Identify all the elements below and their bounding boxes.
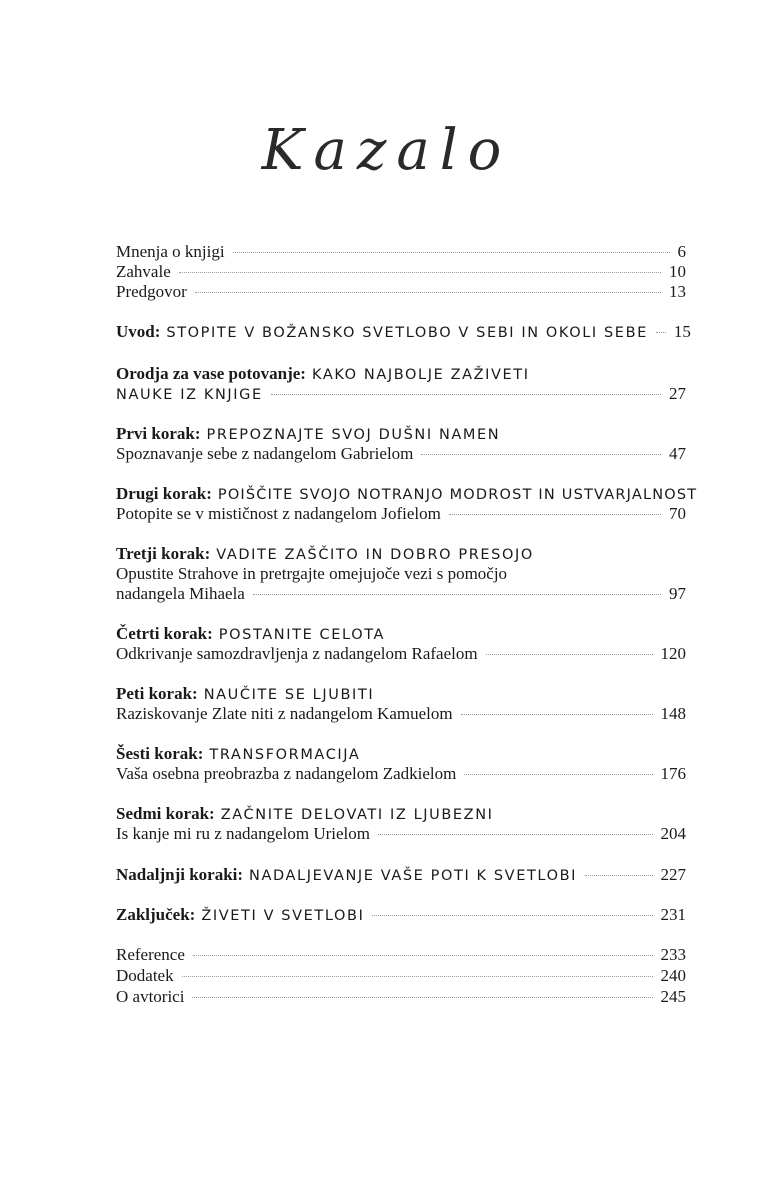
dot-leader bbox=[271, 394, 661, 395]
dot-leader bbox=[585, 875, 652, 876]
entry-title: Predgovor bbox=[116, 282, 187, 301]
entry-subtitle: Vaša osebna preobrazba z nadangelom Zadkielom bbox=[116, 764, 457, 783]
toc-entry-sedmi-sub[interactable] bbox=[116, 824, 686, 844]
toc-entry-nadaljnji[interactable] bbox=[116, 865, 686, 886]
entry-caps-title: VADITE ZAŠČITO IN DOBRO PRESOJO bbox=[216, 547, 534, 563]
toc-entry-dodatek[interactable] bbox=[116, 966, 686, 986]
page-number: 10 bbox=[669, 262, 686, 281]
entry-caps-title: POIŠČITE SVOJO NOTRANJO MODROST IN USTVARJALNOST bbox=[217, 487, 698, 503]
toc-entry-sedmi[interactable] bbox=[116, 804, 686, 825]
toc-entry-tretji-sub-cont[interactable] bbox=[116, 584, 686, 604]
entry-caps-title: STOPITE V BOŽANSKO SVETLOBO V SEBI IN OKOLI SEBE bbox=[166, 325, 648, 341]
toc-entry-uvod[interactable] bbox=[116, 322, 691, 343]
entry-subtitle: Odkrivanje samozdravljenja z nadangelom Rafaelom bbox=[116, 644, 478, 663]
entry-subtitle: Raziskovanje Zlate niti z nadangelom Kamuelom bbox=[116, 704, 453, 723]
entry-title: Reference bbox=[116, 945, 185, 964]
entry-subtitle: Spoznavanje sebe z nadangelom Gabrielom bbox=[116, 444, 414, 463]
entry-title: O avtorici bbox=[116, 987, 185, 1006]
toc-entry-prvi[interactable] bbox=[116, 424, 686, 445]
toc-entry-sesti-sub[interactable] bbox=[116, 764, 686, 784]
entry-subtitle: Potopite se v mističnost z nadangelom Jofielom bbox=[116, 504, 441, 523]
dot-leader bbox=[372, 915, 652, 916]
dot-leader bbox=[378, 834, 653, 835]
entry-title: Mnenja o knjigi bbox=[116, 242, 225, 261]
toc-entry-peti[interactable] bbox=[116, 684, 686, 705]
toc-entry-drugi[interactable] bbox=[116, 484, 698, 505]
entry-label: Sedmi korak: bbox=[116, 804, 215, 823]
toc-entry-tretji-sub[interactable] bbox=[116, 564, 686, 584]
dot-leader bbox=[195, 292, 661, 293]
entry-caps-title: PREPOZNAJTE SVOJ DUŠNI NAMEN bbox=[206, 427, 501, 443]
entry-label: Četrti korak: bbox=[116, 624, 213, 643]
entry-label: Zaključek: bbox=[116, 905, 196, 924]
dot-leader bbox=[464, 774, 652, 775]
dot-leader bbox=[421, 454, 661, 455]
page-number: 120 bbox=[660, 644, 686, 663]
entry-label: Nadaljnji koraki: bbox=[116, 865, 244, 884]
entry-label: Orodja za vase potovanje: bbox=[116, 364, 306, 383]
toc-entry-reference[interactable] bbox=[116, 945, 686, 965]
page-number: 13 bbox=[669, 282, 686, 301]
page-number: 233 bbox=[660, 945, 686, 964]
dot-leader bbox=[233, 252, 670, 253]
dot-leader bbox=[253, 594, 661, 595]
entry-caps-title: TRANSFORMACIJA bbox=[209, 747, 361, 763]
toc-entry-prvi-sub[interactable] bbox=[116, 444, 686, 464]
toc-entry-sesti[interactable] bbox=[116, 744, 686, 765]
entry-caps-title: ŽIVETI V SVETLOBI bbox=[201, 908, 365, 924]
entry-label: Šesti korak: bbox=[116, 744, 204, 763]
page-number: 148 bbox=[660, 704, 686, 723]
page-number: 6 bbox=[677, 242, 686, 261]
page-number: 70 bbox=[669, 504, 686, 523]
entry-label: Peti korak: bbox=[116, 684, 198, 703]
entry-caps-title: KAKO NAJBOLJE ZAŽIVETI bbox=[311, 367, 530, 383]
toc-entry-orodja-cont[interactable] bbox=[116, 384, 686, 405]
page-number: 231 bbox=[660, 905, 686, 924]
entry-caps-title: ZAČNITE DELOVATI IZ LJUBEZNI bbox=[220, 807, 494, 823]
entry-caps-title: POSTANITE CELOTA bbox=[218, 627, 386, 643]
page-title: Kazalo bbox=[261, 118, 512, 183]
dot-leader bbox=[179, 272, 661, 273]
entry-label: Prvi korak: bbox=[116, 424, 201, 443]
entry-caps-title: NAUČITE SE LJUBITI bbox=[203, 687, 375, 703]
entry-label: Uvod: bbox=[116, 322, 161, 341]
entry-subtitle: Opustite Strahove in pretrgajte omejujoče vezi s pomočjo bbox=[116, 564, 508, 583]
page-number: 27 bbox=[669, 384, 686, 403]
page-number: 97 bbox=[669, 584, 686, 603]
toc-entry-avtorici[interactable] bbox=[116, 987, 686, 1007]
entry-label: Tretji korak: bbox=[116, 544, 211, 563]
toc-entry-zakljucek[interactable] bbox=[116, 905, 686, 926]
page-number: 240 bbox=[660, 966, 686, 985]
toc-entry-zahvale[interactable] bbox=[116, 262, 686, 282]
toc-entry-peti-sub[interactable] bbox=[116, 704, 686, 724]
toc-entry-mnenja[interactable] bbox=[116, 242, 686, 262]
entry-title: Dodatek bbox=[116, 966, 174, 985]
page-number: 204 bbox=[660, 824, 686, 843]
toc-entry-cetrti-sub[interactable] bbox=[116, 644, 686, 664]
page-number: 15 bbox=[673, 322, 691, 341]
toc-entry-tretji[interactable] bbox=[116, 544, 686, 565]
entry-caps-title-cont: NAUKE IZ KNJIGE bbox=[116, 387, 263, 403]
toc-entry-orodja[interactable] bbox=[116, 364, 686, 385]
page-number: 47 bbox=[669, 444, 686, 463]
entry-caps-title: NADALJEVANJE VAŠE POTI K SVETLOBI bbox=[249, 868, 578, 884]
entry-title: Zahvale bbox=[116, 262, 171, 281]
dot-leader bbox=[656, 332, 666, 333]
page-number: 176 bbox=[660, 764, 686, 783]
toc-entry-drugi-sub[interactable] bbox=[116, 504, 686, 524]
page-number: 245 bbox=[660, 987, 686, 1006]
dot-leader bbox=[192, 997, 652, 998]
dot-leader bbox=[461, 714, 653, 715]
entry-subtitle: Is kanje mi ru z nadangelom Urielom bbox=[116, 824, 370, 843]
dot-leader bbox=[486, 654, 653, 655]
toc-entry-predgovor[interactable] bbox=[116, 282, 686, 302]
dot-leader bbox=[182, 976, 653, 977]
dot-leader bbox=[449, 514, 661, 515]
entry-subtitle-cont: nadangela Mihaela bbox=[116, 584, 245, 603]
dot-leader bbox=[193, 955, 653, 956]
toc-entry-cetrti[interactable] bbox=[116, 624, 686, 645]
page-number: 227 bbox=[660, 865, 686, 884]
entry-label: Drugi korak: bbox=[116, 484, 212, 503]
